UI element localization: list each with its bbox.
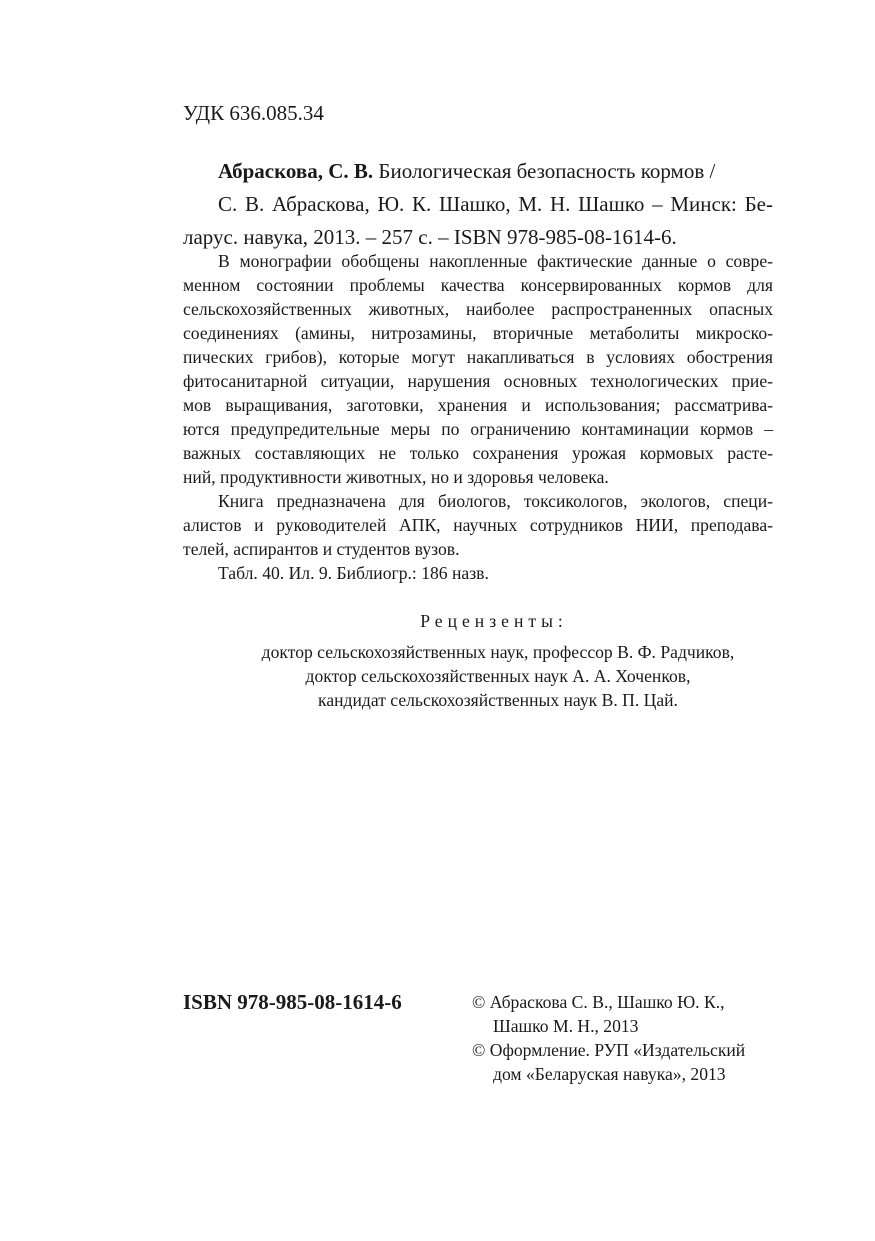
udk-code: УДК 636.085.34 [183, 101, 324, 125]
annotation-line: фитосанитарной ситуации, нарушения основных технологических прие- [183, 371, 773, 391]
annotation-line: ний, продуктивности животных, но и здоровья человека. [183, 467, 609, 487]
book-title: Биологическая безопасность кормов / [373, 159, 716, 183]
reviewer-line: доктор сельскохозяйственных наук, профессор В. Ф. Радчиков, [261, 642, 735, 662]
reviewer-line: кандидат сельскохозяйственных наук В. П. Цай. [318, 690, 678, 710]
annotation-line: алистов и руководителей АПК, научных сотрудников НИИ, преподава- [183, 515, 773, 535]
annotation-line: сельскохозяйственных животных, наиболее распространенных опасных [183, 299, 773, 319]
annotation-line: важных составляющих не только сохранения урожая кормовых расте- [183, 443, 773, 463]
annotation-line: Табл. 40. Ил. 9. Библиогр.: 186 назв. [218, 563, 489, 583]
copyright-line: дом «Беларуская навука», 2013 [493, 1064, 726, 1084]
bib-line-1 [218, 155, 715, 188]
isbn-number: ISBN 978-985-08-1614-6 [183, 990, 402, 1014]
copyright-line: Шашко М. Н., 2013 [493, 1016, 639, 1036]
annotation-line: менном состоянии проблемы качества консервированных кормов для [183, 275, 773, 295]
annotation-line: мов выращивания, заготовки, хранения и использования; рассматрива- [183, 395, 773, 415]
annotation-line: пических грибов), которые могут накапливаться в условиях обострения [183, 347, 773, 367]
author-name: Абраскова, С. В. [218, 159, 374, 183]
copyright-line: © Абраскова С. В., Шашко Ю. К., [472, 992, 725, 1012]
annotation-line: соединениях (амины, нитрозамины, вторичные метаболиты микроско- [183, 323, 773, 343]
annotation-line: В монографии обобщены накопленные фактические данные о совре- [218, 251, 773, 271]
reviewers-heading: Рецензенты: [420, 611, 568, 631]
copyright-line: © Оформление. РУП «Издательский [472, 1040, 746, 1060]
annotation-line: Книга предназначена для биологов, токсикологов, экологов, специ- [218, 491, 773, 511]
reviewer-line: доктор сельскохозяйственных наук А. А. Хоченков, [305, 666, 691, 686]
bib-line-2: С. В. Абраскова, Ю. К. Шашко, М. Н. Шашко – Минск: Бе- [218, 192, 773, 216]
bib-line-3: ларус. навука, 2013. – 257 с. – ISBN 978-985-08-1614-6. [183, 225, 677, 249]
annotation-line: ются предупредительные меры по ограничению контаминации кормов – [183, 419, 773, 439]
annotation-line: телей, аспирантов и студентов вузов. [183, 539, 460, 559]
